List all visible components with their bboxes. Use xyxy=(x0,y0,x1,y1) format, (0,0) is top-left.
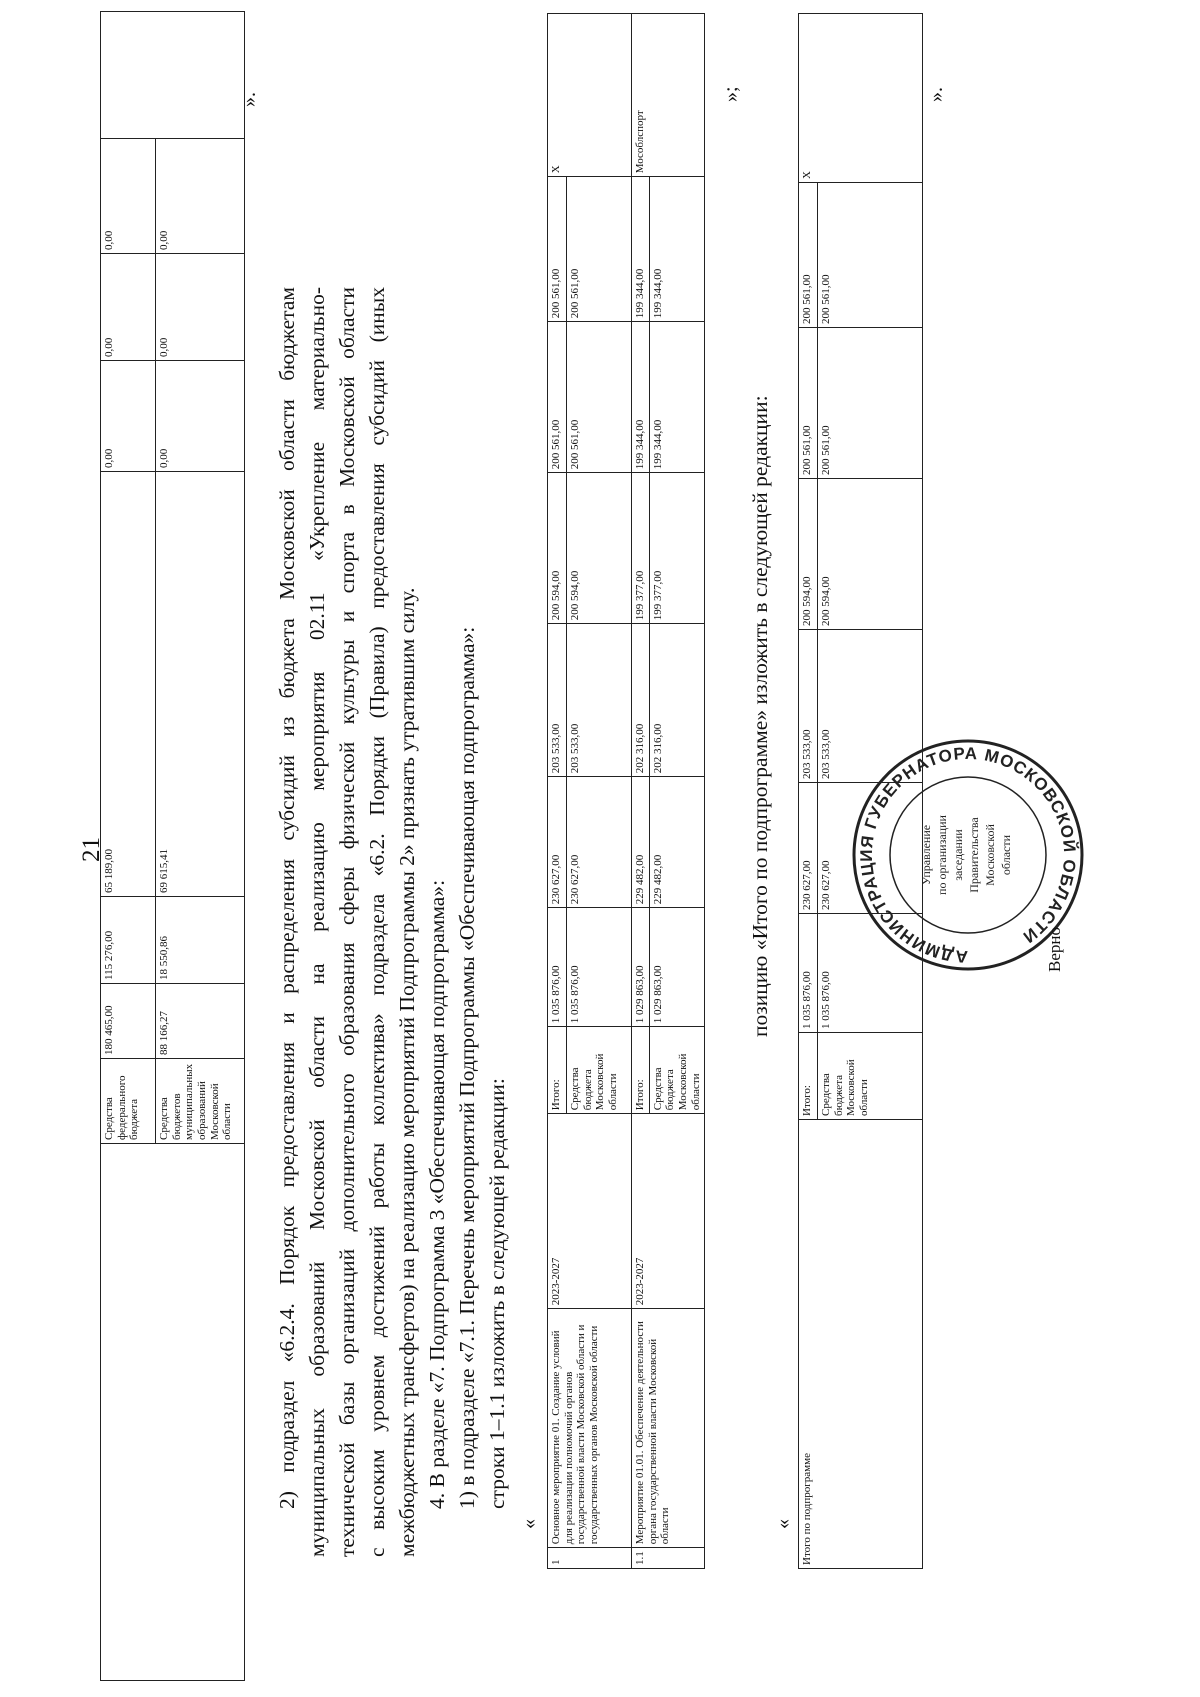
stamp-outer-text: АДМИНИСТРАЦИЯ ГУБЕРНАТОРА МОСКОВСКОЙ ОБЛАСТИ xyxy=(856,743,1080,967)
table-cell: 0,00 xyxy=(101,139,156,254)
table-cell: Средства федерального бюджета xyxy=(101,1059,156,1144)
text-line: 2) подраздел «6.2.4. Порядок предоставления и распределения субсидий из бюджета Московской области бюджетам xyxy=(275,287,299,1509)
table-cell: 0,00 xyxy=(101,254,156,361)
table-cell: 199 344,00 xyxy=(649,177,705,322)
table-cell: 199 377,00 xyxy=(649,473,705,624)
table-cell: 1 029 863,00 xyxy=(649,908,705,1027)
table-cell: 200 561,00 xyxy=(567,322,632,473)
table-cell: 202 316,00 xyxy=(649,624,705,777)
table-cell: 199 344,00 xyxy=(632,322,650,473)
table-cell: 199 344,00 xyxy=(649,322,705,473)
table-cell: 1 029 863,00 xyxy=(632,908,650,1027)
paragraph-2 xyxy=(272,287,422,1557)
closing-quote-mid: »; xyxy=(720,86,742,102)
table-cell: 200 561,00 xyxy=(548,322,567,473)
stamp-line: Правительства xyxy=(967,817,981,893)
table-cell: 0,00 xyxy=(101,361,156,472)
text-line: 1) в подразделе «7.1. Перечень мероприятий Подпрограммы «Обеспечивающая подпрограмма»: xyxy=(455,626,479,1509)
text-line: с высоким уровнем достижений работы коллектива» подраздела «6.2. Порядки (Правила) предоставления субсидий (иных xyxy=(365,287,389,1557)
closing-quote-top: ». xyxy=(238,92,260,107)
table-cell: 200 561,00 xyxy=(567,177,632,322)
stamp-line: Управление xyxy=(919,824,933,886)
table-cell: 229 482,00 xyxy=(632,777,650,908)
table-cell: 203 533,00 xyxy=(567,624,632,777)
table-cell: 0,00 xyxy=(156,361,245,472)
text-line: технической базы организаций дополнительного образования сферы физической культуры и спорта в Московской области xyxy=(335,287,359,1557)
table-cell: 203 533,00 xyxy=(818,630,923,783)
table-cell-empty xyxy=(101,12,245,139)
table-cell: 200 561,00 xyxy=(548,177,567,322)
table-cell-empty xyxy=(101,1144,245,1681)
stamp-line: области xyxy=(999,834,1013,876)
table-cell: Мероприятие 01.01. Обеспечение деятельности органа государственной власти Московской области xyxy=(632,1309,705,1548)
table-cell: 230 627,00 xyxy=(567,777,632,908)
table-cell: 200 561,00 xyxy=(818,183,923,328)
table-row xyxy=(632,14,650,1569)
table-top xyxy=(100,11,245,1681)
table-cell: Средства бюджета Московской области xyxy=(567,1027,632,1114)
table-cell: 88 166,27 xyxy=(156,984,245,1059)
text-line: позицию «Итого по подпрограмме» изложить в следующей редакции: xyxy=(748,395,772,1037)
text-line: межбюджетных трансфертов) на реализацию мероприятий Подпрограммы 2» признать утратившим силу. xyxy=(395,587,419,1557)
table-cell: 1 035 876,00 xyxy=(567,908,632,1027)
table-cell: X xyxy=(548,14,632,177)
table-cell: 1 035 876,00 xyxy=(548,908,567,1027)
table-cell: 200 594,00 xyxy=(548,473,567,624)
stamp-line: по организации xyxy=(935,815,949,895)
table-cell: 1 035 876,00 xyxy=(799,914,818,1033)
table-cell: 0,00 xyxy=(156,139,245,254)
table-cell: 200 561,00 xyxy=(799,183,818,328)
paragraph-4 xyxy=(422,287,512,1557)
table-cell: 180 465,00 xyxy=(101,984,156,1059)
table-cell: Средства бюджета Московской области xyxy=(649,1027,705,1114)
paragraph-position xyxy=(745,287,775,1557)
table-cell: Средства бюджетов муниципальных образований Московской области xyxy=(156,1059,245,1144)
table-cell: X xyxy=(799,14,923,183)
text-line: 4. В разделе «7. Подпрограмма 3 «Обеспечивающая подпрограмма»: xyxy=(425,879,449,1509)
table-cell: Итого: xyxy=(548,1027,567,1114)
table-row xyxy=(799,14,818,1569)
table-cell: Итого: xyxy=(632,1027,650,1114)
verno-mark: Верно xyxy=(1045,927,1064,972)
table-cell: 230 627,00 xyxy=(799,783,818,914)
table-cell: 199 377,00 xyxy=(632,473,650,624)
table-cell: 0,00 xyxy=(156,254,245,361)
text-line: строки 1–1.1 изложить в следующей редакции: xyxy=(485,1078,509,1509)
table-cell: Основное мероприятие 01. Создание условий для реализации полномочий органов государственной власти Московской области и государственных органов Московской области xyxy=(548,1309,632,1548)
text-line: муниципальных образований Московской области на реализацию мероприятия 02.11 «Укрепление материально- xyxy=(305,287,329,1557)
table-cell: 1 035 876,00 xyxy=(818,914,923,1033)
table-cell: 230 627,00 xyxy=(818,783,923,914)
table-cell: Средства бюджета Московской области xyxy=(818,1033,923,1120)
table-cell: 2023-2027 xyxy=(548,1114,632,1309)
table-cell: 203 533,00 xyxy=(799,630,818,783)
table-cell: Мособлспорт xyxy=(632,14,705,177)
table-cell: 65 189,00 xyxy=(101,472,156,897)
table-cell: 202 316,00 xyxy=(632,624,650,777)
table-cell: 199 344,00 xyxy=(632,177,650,322)
table-cell: 2023-2027 xyxy=(632,1114,705,1309)
table-cell: 230 627,00 xyxy=(548,777,567,908)
table-cell: 200 594,00 xyxy=(818,479,923,630)
table-cell: 203 533,00 xyxy=(548,624,567,777)
stamp-line: заседании xyxy=(951,829,965,881)
open-quote-2: « xyxy=(772,1519,794,1529)
table-cell: 1.1 xyxy=(632,1548,705,1569)
open-quote: « xyxy=(518,1519,540,1529)
table-cell: Итого: xyxy=(799,1033,818,1120)
table-cell: 69 615,41 xyxy=(156,472,245,897)
table-cell: 229 482,00 xyxy=(649,777,705,908)
page-number: 21 xyxy=(78,837,105,862)
table-cell: 1 xyxy=(548,1548,632,1569)
table-row xyxy=(548,14,567,1569)
table-row xyxy=(101,12,156,1681)
stamp-line: Московской xyxy=(983,824,997,886)
table-cell: 200 561,00 xyxy=(799,328,818,479)
table-cell: 200 561,00 xyxy=(818,328,923,479)
table-activities xyxy=(547,13,705,1569)
table-cell: Итого по подпрограмме xyxy=(799,1120,923,1569)
closing-quote-bottom: ». xyxy=(925,87,947,102)
table-cell: 200 594,00 xyxy=(799,479,818,630)
table-cell: 200 594,00 xyxy=(567,473,632,624)
table-cell: 115 276,00 xyxy=(101,897,156,984)
table-cell: 18 550,86 xyxy=(156,897,245,984)
